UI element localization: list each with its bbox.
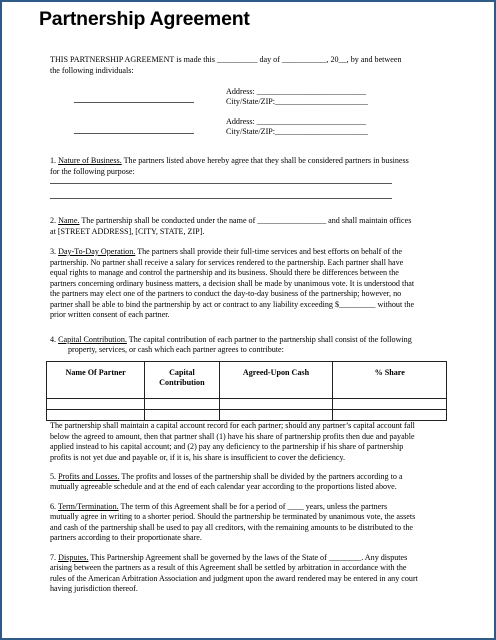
page-title: Partnership Agreement (39, 8, 250, 30)
table-row (47, 410, 447, 421)
purpose-line-2 (50, 198, 392, 199)
section-2-heading: Name. (58, 216, 80, 225)
capital-account-line-3: applied instead to his capital account; and (2) pay any deficiency to the partnership if his share of partnership (50, 442, 404, 451)
section-5-heading: Profits and Losses. (58, 472, 120, 481)
col-header-name: Name Of Partner (47, 362, 145, 399)
section-3-line-4: partners concerning ordinary business matters, a decision shall be made by unanimous vote. It is understood that (50, 279, 415, 288)
section-3-line-6: partner shall be able to bind the partnership by act or contract to any liability exceeding $_________ without the (50, 300, 415, 309)
section-4-line-1: 4. Capital Contribution. The capital contribution of each partner to the partnership shall consist of the following (50, 335, 412, 344)
section-1-heading: Nature of Business. (58, 156, 122, 165)
purpose-line-1 (50, 183, 392, 184)
table-cell[interactable] (47, 410, 145, 421)
party-2-city: City/State/ZIP:_______________________ (226, 127, 369, 136)
section-6-line-4: partners according to their proportionate share. (50, 533, 202, 542)
section-3-line-7: prior written consent of each partner. (50, 310, 170, 319)
party-2-address: Address: ___________________________ (226, 117, 367, 126)
section-4-line-2: property, services, or cash which each partner agrees to contribute: (68, 345, 284, 354)
section-7-line-1: 7. Disputes. This Partnership Agreement shall be governed by the laws of the State of ________. Any disputes (50, 553, 408, 562)
table-row (47, 399, 447, 410)
table-cell[interactable] (47, 399, 145, 410)
col-header-capital: Capital Contribution (145, 362, 219, 399)
party-1-city: City/State/ZIP:_______________________ (226, 97, 369, 106)
section-3-line-3: equal rights to manage and control the partnership and its business. Should there be differences between the (50, 268, 399, 277)
section-3-heading: Day-To-Day Operation. (58, 247, 136, 256)
table-cell[interactable] (145, 399, 219, 410)
col-header-share: % Share (333, 362, 447, 399)
section-7-line-2: arising between the partners as a result of this Agreement shall be settled by arbitration in accordance with the (50, 563, 407, 572)
section-3-line-2: partnership. No partner shall receive a salary for services rendered to the partnership. Each partner shall have (50, 258, 404, 267)
section-2-line-2: at [STREET ADDRESS], [CITY, STATE, ZIP]. (50, 227, 205, 236)
section-1-line-2: for the following purpose: (50, 167, 135, 176)
section-6-line-3: and cash of the partnership shall be used to pay all creditors, with the remaining amounts to be distributed to the (50, 523, 414, 532)
table-cell[interactable] (145, 410, 219, 421)
table-cell[interactable] (219, 410, 333, 421)
party-1-name-line (74, 102, 194, 103)
intro-line-1: THIS PARTNERSHIP AGREEMENT is made this __________ day of ___________, 20__, by and between (50, 55, 402, 64)
table-cell[interactable] (333, 399, 447, 410)
table-cell[interactable] (333, 410, 447, 421)
table-header-row (47, 362, 447, 399)
capital-contribution-table (46, 361, 447, 421)
section-3-line-1: 3. Day-To-Day Operation. The partners shall provide their full-time services and best efforts on behalf of the (50, 247, 403, 256)
section-4-heading: Capital Contribution. (58, 335, 127, 344)
party-1-address: Address: ___________________________ (226, 87, 367, 96)
section-7-heading: Disputes. (58, 553, 89, 562)
capital-account-line-1: The partnership shall maintain a capital account record for each partner; should any partner’s capital account fall (50, 421, 415, 430)
section-1-line-1: 1. Nature of Business. The partners listed above hereby agree that they shall be considered partners in business (50, 156, 409, 165)
section-5-line-1: 5. Profits and Losses. The profits and losses of the partnership shall be divided by the partners according to a (50, 472, 403, 481)
capital-account-line-2: below the agreed to amount, then that partner shall (1) have his share of partnership profits then due and payable (50, 432, 415, 441)
section-7-line-3: rules of the American Arbitration Association and judgment upon the award rendered may be entered in any court (50, 574, 418, 583)
intro-line-2: the following individuals: (50, 66, 134, 75)
section-2-line-1: 2. Name. The partnership shall be conducted under the name of _________________ and shall maintain offices (50, 216, 412, 225)
section-6-heading: Term/Termination. (57, 502, 119, 511)
section-5-line-2: mutually agreeable schedule and at the end of each calendar year according to the proportions listed above. (50, 482, 397, 491)
table-cell[interactable] (219, 399, 333, 410)
section-6-line-1: 6. Term/Termination. The term of this Agreement shall be for a period of ____ years, unless the partners (50, 502, 388, 511)
party-2-name-line (74, 133, 194, 134)
col-header-cash: Agreed-Upon Cash (219, 362, 333, 399)
section-6-line-2: mutually agree in writing to a shorter period. Should the partnership be terminated by unanimous vote, the assets (50, 512, 416, 521)
section-3-line-5: the partners may elect one of the partners to conduct the day-to-day business of the partnership; however, no (50, 289, 402, 298)
capital-account-line-4: profits is not yet due and payable or, if it is, his share is insufficient to cover the deficiency. (50, 453, 346, 462)
section-7-line-4: having jurisdiction thereof. (50, 584, 138, 593)
